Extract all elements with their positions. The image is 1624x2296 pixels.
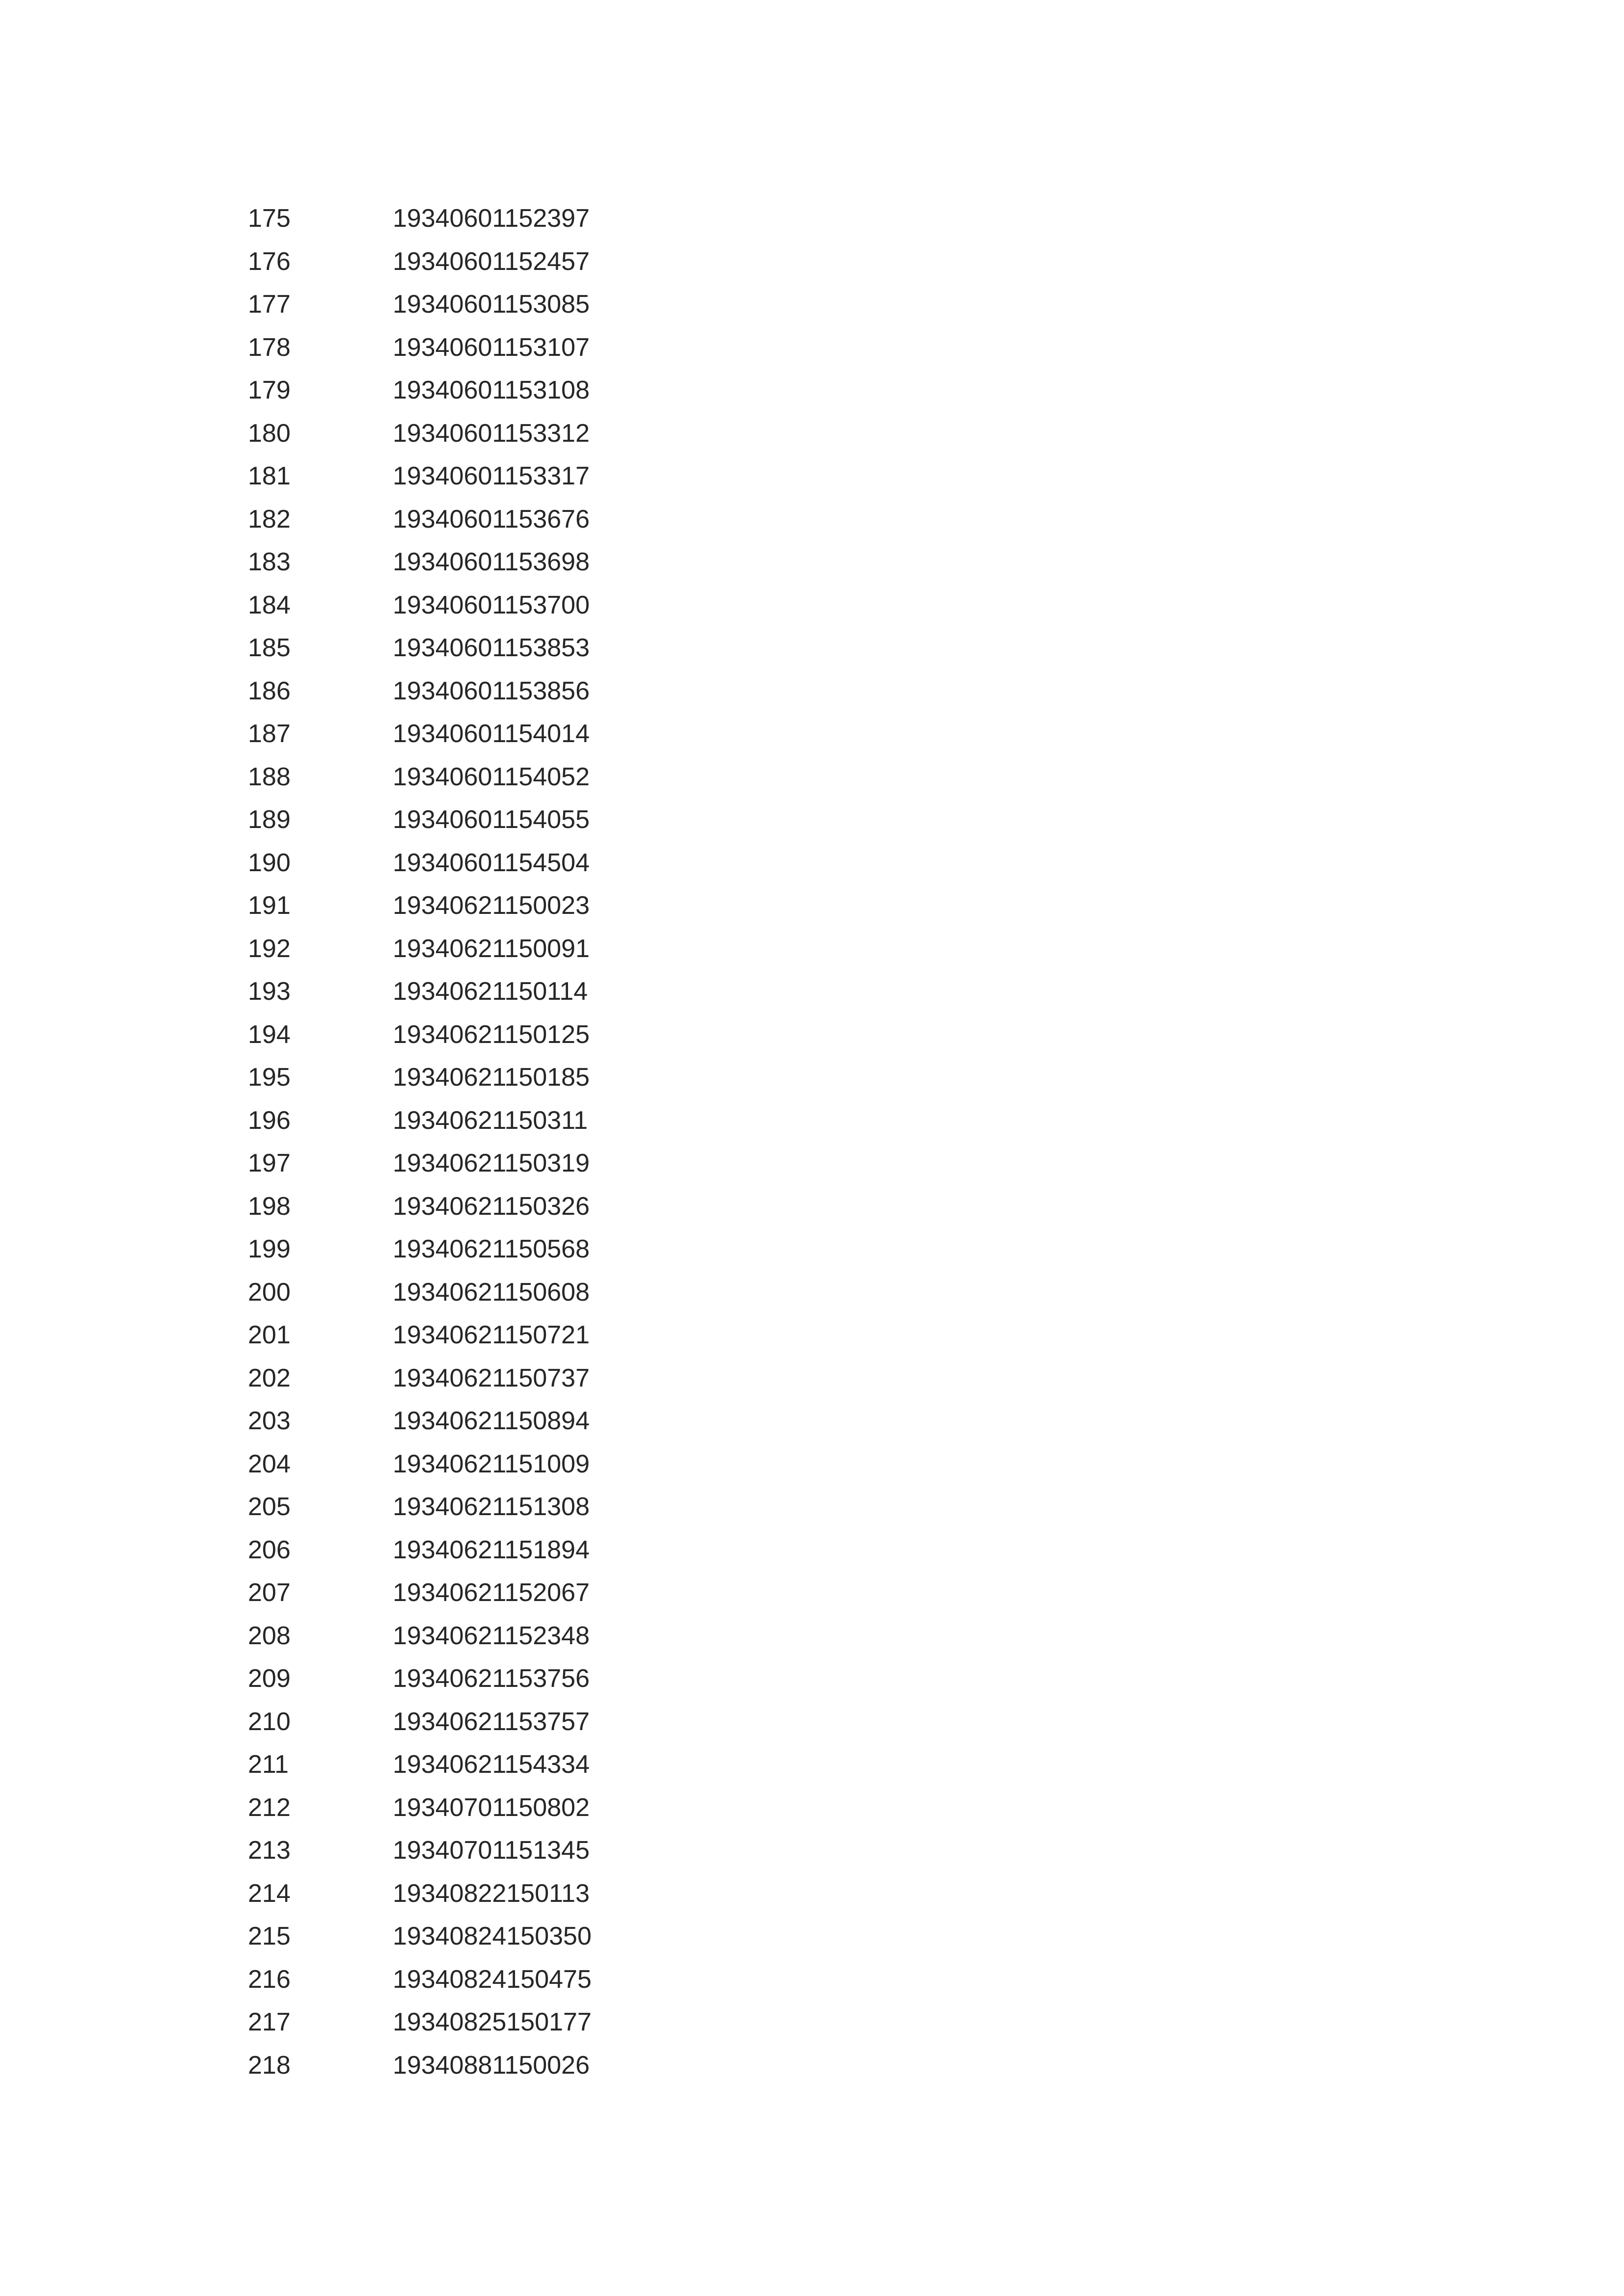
row-id: 19340824150475 xyxy=(393,1965,592,1994)
row-number: 195 xyxy=(248,1063,291,1092)
row-number: 211 xyxy=(248,1750,289,1779)
list-row xyxy=(248,1958,935,2002)
list-row xyxy=(248,197,935,240)
row-id: 19340881150026 xyxy=(393,2051,590,2080)
row-id: 19340621150737 xyxy=(393,1363,590,1392)
row-number: 177 xyxy=(248,290,291,319)
list-row xyxy=(248,1572,935,1615)
list-row xyxy=(248,1271,935,1314)
row-id: 19340601154052 xyxy=(393,762,590,791)
list-row xyxy=(248,1185,935,1228)
row-number: 188 xyxy=(248,762,291,791)
row-number: 203 xyxy=(248,1407,291,1435)
row-id: 19340601153856 xyxy=(393,676,590,705)
row-number: 178 xyxy=(248,333,291,362)
list-row xyxy=(248,842,935,885)
row-id: 19340621154334 xyxy=(393,1750,590,1779)
list-row xyxy=(248,884,935,928)
row-id: 19340621152348 xyxy=(393,1621,590,1650)
row-number: 217 xyxy=(248,2008,291,2036)
row-id: 19340825150177 xyxy=(393,2008,592,2036)
row-id: 19340621150091 xyxy=(393,934,590,963)
row-id: 19340621151009 xyxy=(393,1449,590,1478)
list-row xyxy=(248,1400,935,1443)
row-number: 201 xyxy=(248,1321,291,1349)
row-id: 19340621150608 xyxy=(393,1278,590,1307)
list-row xyxy=(248,1743,935,1787)
row-id: 19340621150311 xyxy=(393,1106,588,1135)
row-number: 185 xyxy=(248,634,291,662)
row-id: 19340621150023 xyxy=(393,891,590,920)
list-row xyxy=(248,240,935,284)
row-number: 204 xyxy=(248,1449,291,1478)
list-row xyxy=(248,1443,935,1486)
row-id: 19340601153108 xyxy=(393,376,590,404)
row-id: 19340621150114 xyxy=(393,977,588,1006)
list-row xyxy=(248,1787,935,1830)
list-row xyxy=(248,970,935,1014)
row-id: 19340601153312 xyxy=(393,419,590,448)
row-number: 216 xyxy=(248,1965,291,1994)
row-number: 191 xyxy=(248,891,291,920)
row-id: 19340601153698 xyxy=(393,548,590,576)
list-row xyxy=(248,1529,935,1572)
row-id: 19340822150113 xyxy=(393,1879,590,1908)
list-row xyxy=(248,1657,935,1701)
row-id: 19340601153317 xyxy=(393,462,590,490)
row-id: 19340601154055 xyxy=(393,805,590,834)
row-number: 196 xyxy=(248,1106,291,1135)
row-id: 19340601153700 xyxy=(393,590,590,619)
row-number: 197 xyxy=(248,1149,291,1177)
row-id: 19340601154014 xyxy=(393,720,590,748)
row-id: 19340621151308 xyxy=(393,1493,590,1521)
list-row xyxy=(248,1357,935,1400)
row-id: 19340621150894 xyxy=(393,1407,590,1435)
row-id: 19340621152067 xyxy=(393,1578,590,1607)
list-row xyxy=(248,412,935,455)
row-number: 189 xyxy=(248,805,291,834)
row-id: 19340621150721 xyxy=(393,1321,590,1349)
row-number: 194 xyxy=(248,1020,291,1049)
list-row xyxy=(248,1615,935,1658)
list-row xyxy=(248,1099,935,1143)
row-id: 19340601153107 xyxy=(393,333,590,362)
row-number: 209 xyxy=(248,1664,291,1693)
row-id: 19340824150350 xyxy=(393,1922,592,1950)
list-row xyxy=(248,799,935,842)
row-number: 198 xyxy=(248,1192,291,1221)
list-row xyxy=(248,369,935,412)
row-number: 208 xyxy=(248,1621,291,1650)
list-row xyxy=(248,584,935,627)
list-row xyxy=(248,1701,935,1744)
row-id: 19340621150326 xyxy=(393,1192,590,1221)
list-row xyxy=(248,756,935,799)
row-id: 19340621150319 xyxy=(393,1149,590,1177)
list-row xyxy=(248,541,935,584)
row-number: 180 xyxy=(248,419,291,448)
row-number: 176 xyxy=(248,247,291,276)
list-row xyxy=(248,627,935,670)
row-number: 192 xyxy=(248,934,291,963)
row-id: 19340621153757 xyxy=(393,1707,590,1736)
row-number: 199 xyxy=(248,1235,291,1263)
row-number: 175 xyxy=(248,204,291,233)
row-id: 19340601152457 xyxy=(393,247,590,276)
list-row xyxy=(248,2044,935,2087)
row-id: 19340621151894 xyxy=(393,1535,590,1564)
row-id: 19340601154504 xyxy=(393,848,590,877)
row-number: 186 xyxy=(248,676,291,705)
list-row xyxy=(248,498,935,541)
row-id: 19340601153676 xyxy=(393,505,590,534)
list-row xyxy=(248,1228,935,1271)
list-row xyxy=(248,455,935,498)
row-number: 190 xyxy=(248,848,291,877)
row-number: 182 xyxy=(248,505,291,534)
row-number: 210 xyxy=(248,1707,291,1736)
list-row xyxy=(248,1056,935,1099)
row-id: 19340701150802 xyxy=(393,1793,590,1822)
row-id: 19340601152397 xyxy=(393,204,590,233)
list-row xyxy=(248,928,935,971)
row-number: 181 xyxy=(248,462,291,490)
row-id: 19340621150125 xyxy=(393,1020,590,1049)
row-number: 184 xyxy=(248,590,291,619)
list-row xyxy=(248,670,935,713)
row-number: 215 xyxy=(248,1922,291,1950)
list-row xyxy=(248,1014,935,1057)
number-list xyxy=(248,197,935,2087)
list-row xyxy=(248,2001,935,2044)
row-number: 183 xyxy=(248,548,291,576)
row-id: 19340621150568 xyxy=(393,1235,590,1263)
row-number: 206 xyxy=(248,1535,291,1564)
list-row xyxy=(248,1872,935,1916)
row-number: 212 xyxy=(248,1793,291,1822)
row-id: 19340601153853 xyxy=(393,634,590,662)
row-number: 207 xyxy=(248,1578,291,1607)
list-row xyxy=(248,713,935,756)
list-row xyxy=(248,283,935,326)
row-number: 179 xyxy=(248,376,291,404)
list-row xyxy=(248,1486,935,1529)
row-number: 193 xyxy=(248,977,291,1006)
list-row xyxy=(248,326,935,370)
list-row xyxy=(248,1314,935,1357)
list-row xyxy=(248,1829,935,1872)
row-number: 218 xyxy=(248,2051,291,2080)
list-row xyxy=(248,1142,935,1185)
row-number: 187 xyxy=(248,720,291,748)
row-number: 202 xyxy=(248,1363,291,1392)
row-id: 19340621150185 xyxy=(393,1063,590,1092)
row-id: 19340701151345 xyxy=(393,1836,590,1865)
row-number: 205 xyxy=(248,1493,291,1521)
row-id: 19340621153756 xyxy=(393,1664,590,1693)
row-number: 213 xyxy=(248,1836,291,1865)
list-row xyxy=(248,1915,935,1958)
row-number: 214 xyxy=(248,1879,291,1908)
row-number: 200 xyxy=(248,1278,291,1307)
row-id: 19340601153085 xyxy=(393,290,590,319)
